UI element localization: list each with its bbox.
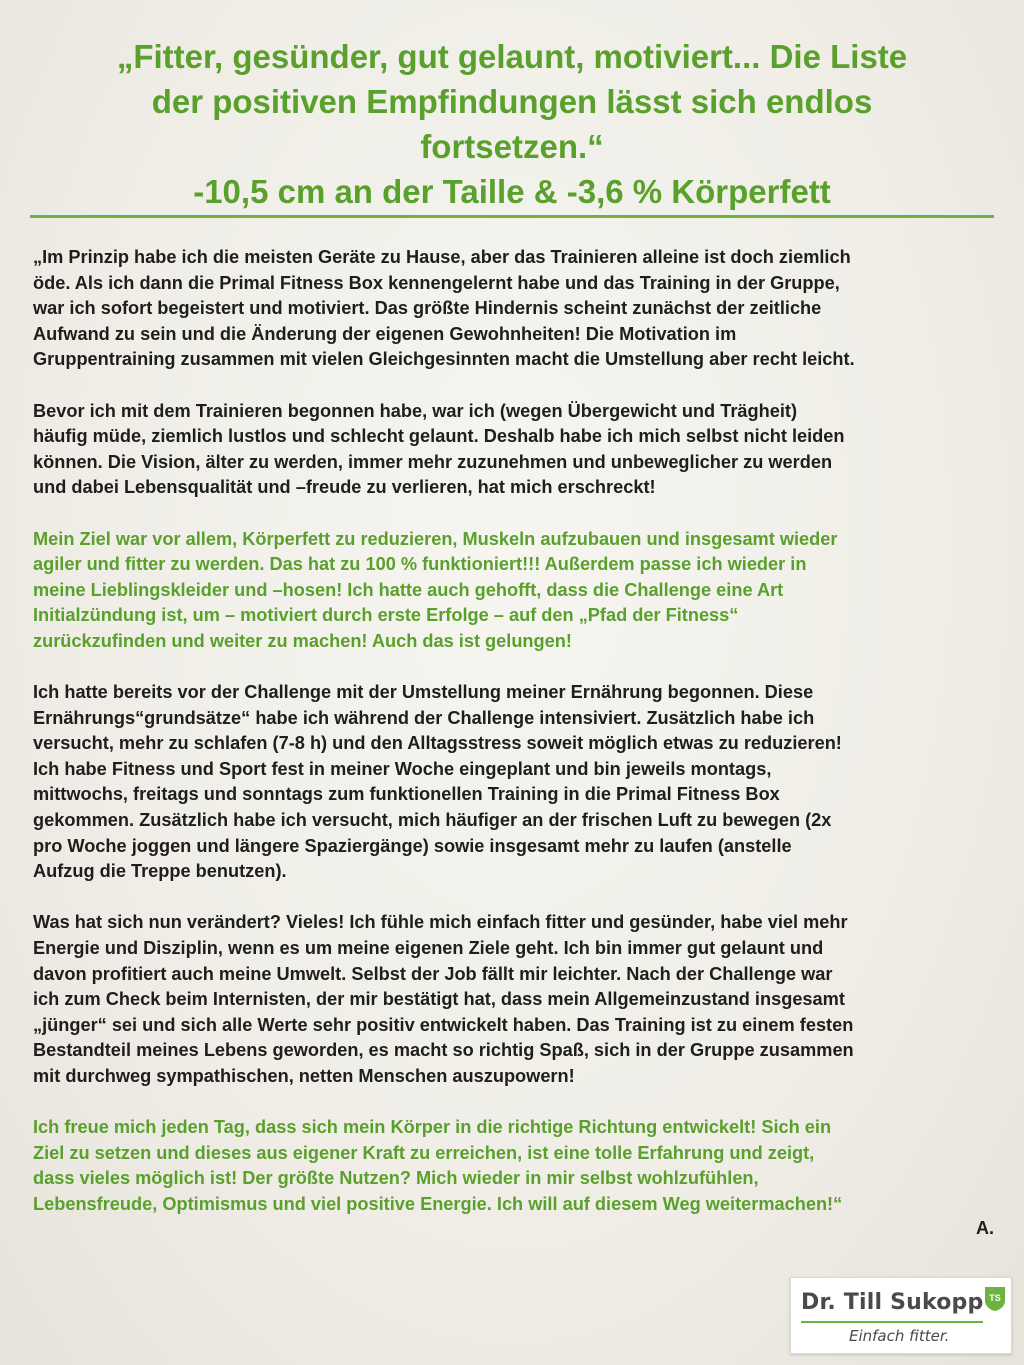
paragraph-before: Bevor ich mit dem Trainieren begonnen habe, war ich (wegen Übergewicht und Trägheit) häufig müde, ziemlich lustlos und schlecht gelaunt. Deshalb habe ich mich selbst nicht leiden können. Die Vision, älter zu werden, immer mehr zuzunehmen und unbeweglicher zu werden und dabei Lebensqualität und –freude zu verlieren, hat mich erschreckt! (33, 400, 845, 498)
testimonial-body (33, 245, 998, 1243)
author-signature: A. (976, 1218, 994, 1238)
paragraph-goal: Mein Ziel war vor allem, Körperfett zu reduzieren, Muskeln aufzubauen und insgesamt wieder agiler und fitter zu werden. Das hat zu 100 % funktioniert!!! Außerdem passe ich wieder in meine Lieblingskleider und –hosen! Ich hatte auch gehofft, dass die Challenge eine Art Initialzündung ist, um – motiviert durch erste Erfolge – auf den „Pfad der Fitness“ zurückzufinden und weiter zu machen! Auch das ist gelungen! (33, 528, 838, 651)
paragraph-method: Ich hatte bereits vor der Challenge mit der Umstellung meiner Ernährung begonnen. Diese Ernährungs“grundsätze“ habe ich während der Challenge intensiviert. Zusätzlich habe ich versucht, mehr zu schlafen (7-8 h) und den Alltagsstress soweit möglich etwas zu reduzieren! Ich habe Fitness und Sport fest in meiner Woche eingeplant und bin jeweils montags, mittwochs, freitags und sonntags zum funktionellen Training in die Primal Fitness Box gekommen. Zusätzlich habe ich versucht, mich häufiger an der frischen Luft zu bewegen (2x pro Woche joggen und längere Spaziergänge) sowie insgesamt mehr zu laufen (anstelle Aufzug die Treppe benutzen). (33, 682, 842, 882)
headline-divider (30, 215, 994, 218)
logo-tagline: Einfach fitter. (849, 1327, 950, 1345)
paragraph-changes: Was hat sich nun verändert? Vieles! Ich fühle mich einfach fitter und gesünder, habe viel mehr Energie und Disziplin, wenn es um meine eigenen Ziele geht. Ich bin immer gut gelaunt und davon profitiert auch meine Umwelt. Selbst der Job fällt mir leichter. Nach der Challenge war ich zum Check beim Internisten, der mir bestätigt hat, dass mein Allgemeinzustand insgesamt „jünger“ sei und sich alle Werte sehr positiv entwickelt haben. Das Training ist zu einem festen Bestandteil meines Lebens geworden, es macht so richtig Spaß, sich in der Gruppe zusammen mit durchweg sympathischen, netten Menschen auszupowern! (33, 912, 854, 1086)
logo-badge-text: TS (989, 1293, 1001, 1303)
logo-underline (801, 1321, 983, 1323)
headline-quote (30, 34, 994, 214)
logo-name: Dr. Till Sukopp (801, 1290, 984, 1315)
headline-result: -10,5 cm an der Taille & -3,6 % Körperfett (193, 173, 831, 210)
headline-line-3: fortsetzen.“ (420, 128, 604, 165)
headline-line-2: der positiven Empfindungen lässt sich endlos (151, 83, 873, 120)
shield-badge-icon (984, 1286, 1006, 1312)
headline-line-1: „Fitter, gesünder, gut gelaunt, motiviert... Die Liste (116, 38, 908, 75)
paragraph-conclusion: Ich freue mich jeden Tag, dass sich mein Körper in die richtige Richtung entwickelt! Sich ein Ziel zu setzen und dieses aus eigener Kraft zu erreichen, ist eine tolle Erfahrung und zeigt, dass vieles möglich ist! Der größte Nutzen? Mich wieder in mir selbst wohlzufühlen, Lebensfreude, Optimismus und viel positive Energie. Ich will auf diesem Weg weitermachen!“ (33, 1117, 843, 1214)
paragraph-intro: „Im Prinzip habe ich die meisten Geräte zu Hause, aber das Trainieren alleine ist doch ziemlich öde. Als ich dann die Primal Fitness Box kennengelernt habe und das Training in der Gruppe, war ich sofort begeistert und motiviert. Das größte Hindernis scheint zunächst der zeitliche Aufwand zu sein und die Änderung der eigenen Gewohnheiten! Die Motivation im Gruppentraining zusammen mit vielen Gleichgesinnten macht die Umstellung aber recht leicht. (33, 247, 855, 370)
brand-logo (790, 1277, 1012, 1354)
